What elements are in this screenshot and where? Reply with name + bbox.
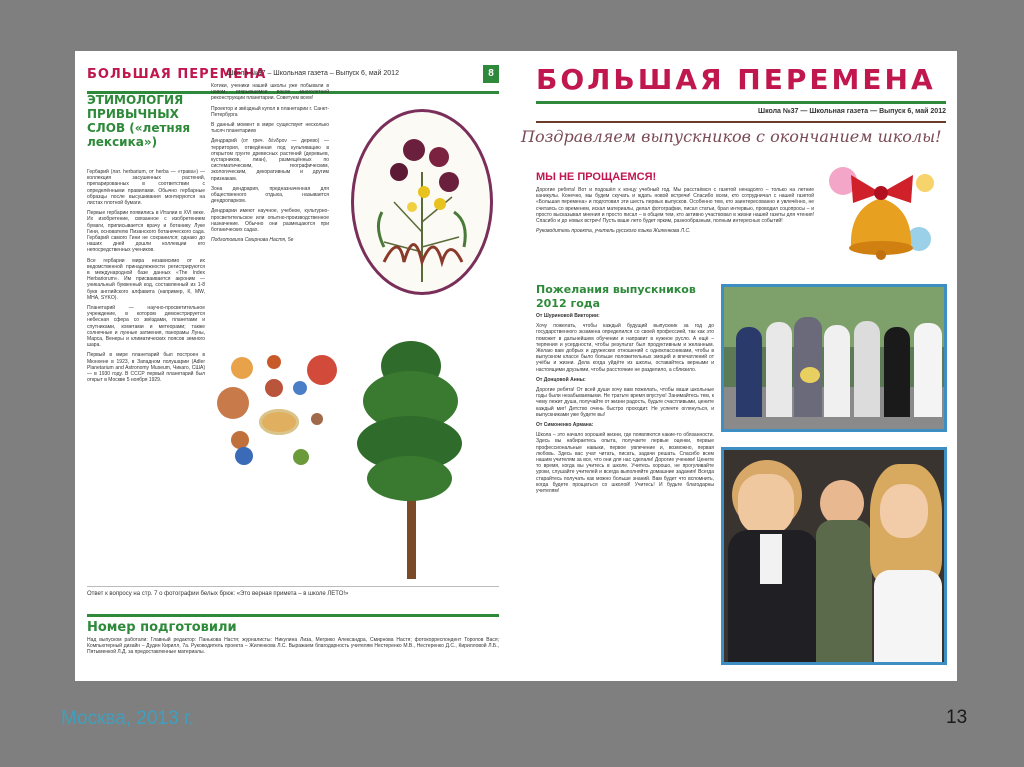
issue-line: Школа №37 — Школьная газета — Выпуск 6, май 2012	[758, 108, 946, 115]
answer-line: Ответ к вопросу на стр. 7 о фотографии белых брюк: «Это верная примета – в школе ЛЕТО!»	[87, 586, 499, 597]
footer-location: Москва, 2013 г.	[61, 708, 194, 729]
graduates-singing-photo	[721, 447, 947, 665]
wish-text: Дорогие ребята! От всей души хочу вам пожелать, чтобы ваши школьные годы были незабываемыми. Не тратьте время впустую! Занимайтесь тем, к чему лежит душа, получайте от жизни радость, будьте счастливыми, цените каждый миг! Детство очень быстро проходит. Не успеете оглянуться, и выпускниками уже будете вы!	[536, 387, 714, 418]
pressed-flowers-illustration	[354, 112, 490, 292]
masthead: БОЛЬШАЯ ПЕРЕМЕНА	[536, 63, 936, 96]
pine-tree-image	[353, 341, 473, 581]
paragraph: В данный момент в мире существует несколько тысяч планетариев	[211, 122, 329, 135]
paragraph: Первый в мире планетарий был построен в Мюнхене в 1923, в Западном полушарии (Adler Planetarium and Astronomy Museum, Чикаго, США) — в 1930 году. В СССР первый планетарий был открыт в Москве 5 ноября 1929.	[87, 352, 205, 384]
etymology-heading: ЭТИМОЛОГИЯ ПРИВЫЧНЫХ СЛОВ («летняя лексика»)	[87, 93, 191, 149]
bell-illustration	[821, 153, 941, 263]
right-page	[516, 51, 957, 681]
newspaper-spread	[75, 51, 957, 681]
paragraph: Все гербарии мира независимо от их ведомственной принадлежности регистрируются в международной базе данных «The Index Herbariorum». Им присваивается акроним — уникальный буквенный код, составленный из 1-8 букв английского алфавита (например, К, MW, MHA, SYKO).	[87, 257, 205, 301]
left-page	[75, 51, 508, 681]
author-signature: Подготовила Смирнова Настя, 5е	[211, 237, 294, 244]
left-issue-line: Школа №37 – Школьная газета – Выпуск 6, май 2012	[227, 70, 399, 77]
left-article-column-2	[211, 83, 329, 333]
left-masthead: БОЛЬШАЯ ПЕРЕМЕНА	[87, 67, 267, 82]
paragraph: Дорогие ребята! Вот и подошёл к концу учебный год. Мы расстаёмся с газетой ненадолго – только на летние каникулы. Конечно, мы будем скучать и ждать новой встречи! Спасибо всем, кто сотрудничал с нашей газетой «Большая перемена» и подготовил эти шесть первых выпусков. Особенно тем, кто заинтересованно и увлечённо, не считаясь со временем, искал материалы, делал фотографии, писал статьи, брал интервью, проводил соцопросы – и просто высказывал мнения и просто писал – в общем тем, кто активно участвовал в жизни нашей газеты для чтения! Спасибо и до новых встреч! Пусть ваше лето будет ярким, разнообразным, полным интересных событий!	[536, 187, 814, 225]
page-number-badge: 8	[483, 65, 499, 83]
congratulations-banner: Поздравляем выпускников с окончанием школы!	[521, 127, 942, 146]
graduates-group-photo	[721, 284, 947, 432]
left-article-column-1	[87, 169, 205, 581]
wishes-heading: Пожелания выпускников 2012 года	[536, 283, 696, 310]
paragraph: Дендрарии имеют научное, учебное, культурно-просветительское или опытно-производственное назначение. Обычно они размещаются при ботанических садах.	[211, 208, 329, 234]
paragraph: Планетарий — научно-просветительное учреждение, в котором демонстрируется небесная сфера со звёздами, планетами и спутниками, кометами и метеорами; также солнечные и лунные затмения, панорамы Луны, Марса, Венеры и климатических поясов земного шара.	[87, 305, 205, 349]
wish-text: Школа – это начало хорошей жизни, где появляются какие-то обязанности. Здесь вы набираетесь опыта, получаете первые оценки, первые профессиональные навыки, первое увлечение и, возможно, первая любовь. Здесь вас учат читать, писать, задачи решать. Спасибо всем нашим учителям за все, что они для нас сделали! Дорогие ученики! Цените то время, когда вы учитесь в школе. Учитесь хорошо, не прогуливайте уроки, слушайте учителей и всегда выполняйте домашние задания! Всегда старайтесь получать как можно больше знаний. Вам будет что вспомнить, когда будете прощаться со школой! Учитесь! И будьте благодарны учителям!	[536, 432, 714, 495]
wish-author: От Шуриновой Виктории:	[536, 313, 600, 319]
wishes-column	[536, 313, 714, 665]
farewell-article	[536, 187, 814, 261]
team-heading: Номер подготовили	[87, 614, 499, 635]
wish-author: От Донцовой Анны:	[536, 376, 586, 383]
slide-number: 13	[946, 707, 968, 728]
paragraph: Котики, ученики нашей школы уже побывали в новом, открывшемся после многолетней реконструкции планетарии. Советуем всем!	[211, 83, 329, 102]
divider	[536, 121, 946, 123]
paragraph: Дендрарий (от греч. δένδρον — дерево) — территория, отведённая под культивацию в открытом грунте древесных растений (деревьев, кустарников, лиан), размещённых по систематическим, географическим, экологическим, декоративным и другим признакам.	[211, 138, 329, 182]
author-signature: Руководитель проекта, учитель русского языка Жиленкова Л.С.	[536, 228, 691, 235]
paragraph: Зона дендрария, предназначенная для общественного отдыха, называется дендропарком.	[211, 185, 329, 205]
herbarium-flowers-image	[351, 109, 493, 295]
paragraph: Первые гербарии появились в Италии в XVI веке. Их изобретение, связанное с изобретением бумаги, приписывается врачу и ботанику Луке Гини, основателю Пизанского ботанического сада. Гербарий самого Гини не сохранился; однако до наших дней дошли коллекции его непосредственных учеников.	[87, 210, 205, 254]
wish-text: Хочу пожелать, чтобы каждый будущий выпускник за год до государственного экзамена определился со своей профессией, так как это поможет в дальнейшем обучении и направит в нужное русло. А ещё – терпения и усердности, чтобы результат был продуктивным и желанным. Желаю вам добрых и дружеских отношений с одноклассниками, чтобы в выпускном классе было больше положительных эмоций и впечатлений от учёбы и жизни. Дела когда уйдёте из школы, оставайтесь верными и настоящими друзьями, чтобы расстояние не разделило, а сблизило.	[536, 323, 714, 373]
team-credits: Над выпуском работали: Главный редактор: Панькова Настя; журналисты: Никулина Лиза, Мегрико Александра, Смирнова Настя; фотокорреспондент Торопов Вася; Компьютерный дизайн – Дудин Кирилл, 7а. Руководитель проекта – Жиленкова Л.С. Выражаем благодарность учителям Нестеренко М.В., Нестеренко Д.С., Кирилловой Л.Б., Пятыменкой Л.Д. за предоставленные материалы.	[87, 637, 499, 656]
paragraph: Проектор и звёздный купол в планетарии г. Санкт-Петербурга	[211, 105, 329, 118]
planets-image	[211, 351, 341, 471]
paragraph: Гербарий (лат. herbarium, от herba — «травa») — коллекция засушенных растений, препарированных в соответствии с определёнными правилами. Обычно гербарные образцы после высушивания монтируются на листах плотной бумаги.	[87, 169, 205, 207]
wish-author: От Симоненко Армана:	[536, 422, 594, 429]
farewell-heading: МЫ НЕ ПРОЩАЕМСЯ!	[536, 171, 657, 183]
divider	[536, 101, 946, 104]
school-bell-icon	[821, 153, 941, 263]
